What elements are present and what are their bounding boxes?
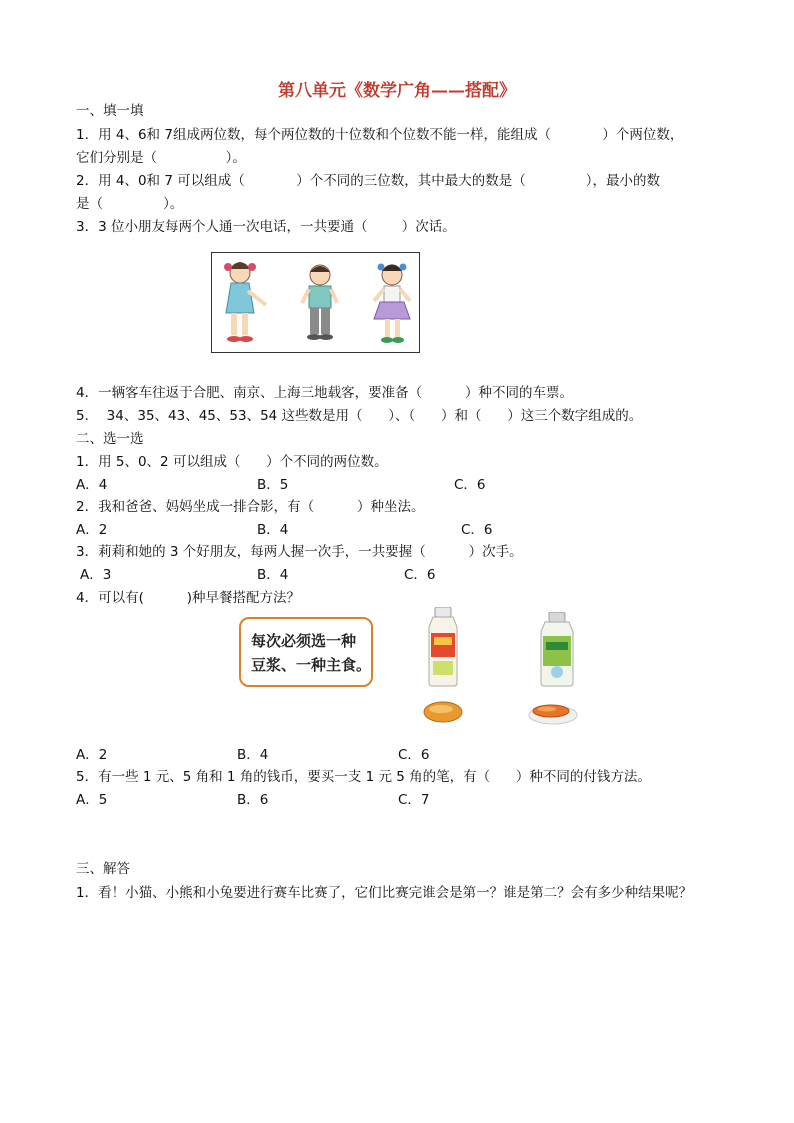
- choose-q2-option-a: A．2: [76, 522, 108, 538]
- choose-q2-option-b: B．4: [257, 522, 289, 538]
- fill-question-1-line2: 它们分别是（ ）。: [76, 150, 246, 166]
- choose-q1-option-a: A．4: [76, 477, 108, 493]
- choose-q4-option-c: C．6: [398, 747, 430, 763]
- fried-dough-stick-icon: [527, 697, 579, 727]
- choose-q1-option-c: C．6: [454, 477, 486, 493]
- boy-middle-figure: [302, 265, 337, 340]
- choose-q4-option-b: B．4: [237, 747, 269, 763]
- breakfast-rule-bubble: [239, 617, 373, 687]
- bubble-line-2: 豆浆、一种主食。: [251, 656, 372, 674]
- choose-question-5: 5．有一些 1 元、5 角和 1 角的钱币，要买一支 1 元 5 角的笔，有（ ）种不同的付钱方法。: [76, 769, 651, 785]
- girl-left-figure: [224, 262, 266, 342]
- fill-question-1-line1: 1．用 4、6和 7组成两位数，每个两位数的十位数和个位数不能一样，能组成（ ）个两位数，: [76, 127, 684, 143]
- choose-q3-option-a: A．3: [80, 567, 112, 583]
- choose-q2-option-c: C．6: [461, 522, 493, 538]
- choose-question-2: 2．我和爸爸、妈妈坐成一排合影，有（ ）种坐法。: [76, 499, 425, 515]
- choose-q5-option-c: C．7: [398, 792, 430, 808]
- section-choose-heading: 二、选一选: [76, 431, 144, 447]
- milk-bottle-icon: [537, 612, 577, 687]
- choose-q4-option-a: A．2: [76, 747, 108, 763]
- fill-question-5: 5． 34、35、43、45、53、54 这些数是用（ ）、（ ）和（ ）这三个数字组成的。: [76, 408, 643, 424]
- section-fill-heading: 一、填一填: [76, 103, 144, 119]
- fill-question-3: 3．3 位小朋友每两个人通一次电话，一共要通（ ）次话。: [76, 219, 456, 235]
- soy-milk-bottle-icon: [425, 607, 461, 687]
- choose-question-1: 1．用 5、0、2 可以组成（ ）个不同的两位数。: [76, 454, 388, 470]
- page-title: 第八单元《数学广角——搭配》: [278, 81, 516, 101]
- choose-q3-option-c: C．6: [404, 567, 436, 583]
- bread-roll-icon: [422, 698, 464, 724]
- fill-question-2-line1: 2．用 4、0和 7 可以组成（ ）个不同的三位数，其中最大的数是（ ），最小的数: [76, 173, 661, 189]
- children-illustration: [211, 252, 420, 353]
- choose-question-3: 3．莉莉和她的 3 个好朋友，每两人握一次手，一共要握（ ）次手。: [76, 544, 523, 560]
- choose-q1-option-b: B．5: [257, 477, 289, 493]
- choose-q5-option-a: A．5: [76, 792, 108, 808]
- choose-q5-option-b: B．6: [237, 792, 269, 808]
- three-children-drawing: [212, 253, 419, 352]
- solve-question-1: 1．看！小猫、小熊和小兔要进行赛车比赛了，它们比赛完谁会是第一？谁是第二？会有多少种结果呢？: [76, 885, 693, 901]
- bubble-line-1: 每次必须选一种: [251, 632, 357, 650]
- fill-question-2-line2: 是（ ）。: [76, 196, 184, 212]
- fill-question-4: 4．一辆客车往返于合肥、南京、上海三地载客，要准备（ ）种不同的车票。: [76, 385, 574, 401]
- choose-q3-option-b: B．4: [257, 567, 289, 583]
- girl-right-figure: [374, 264, 410, 344]
- choose-question-4: 4．可以有( )种早餐搭配方法？: [76, 590, 301, 606]
- section-solve-heading: 三、解答: [76, 861, 130, 877]
